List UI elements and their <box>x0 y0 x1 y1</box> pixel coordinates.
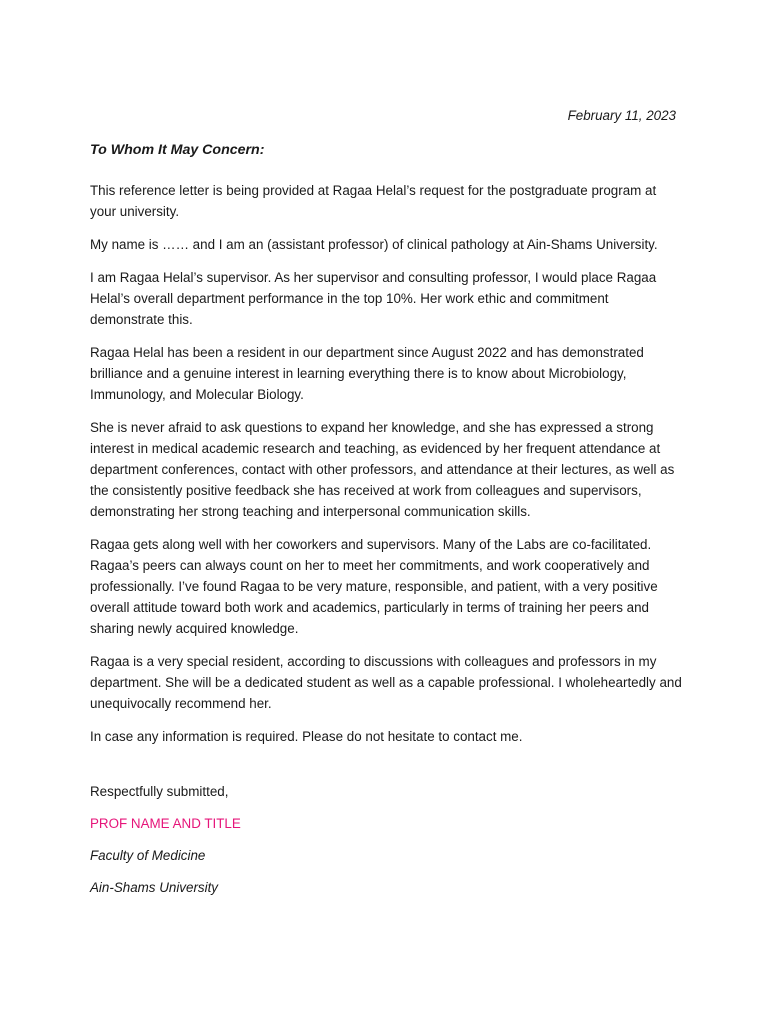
salutation: To Whom It May Concern: <box>90 142 265 158</box>
letter-body <box>90 140 682 909</box>
letter-date: February 11, 2023 <box>567 108 676 123</box>
signature-university: Ain-Shams University <box>90 880 218 895</box>
signature-faculty: Faculty of Medicine <box>90 848 206 863</box>
paragraph-residency: Ragaa Helal has been a resident in our department since August 2022 and has demonstrated brilliance and a genuine interest in learning everything there is to know about Microbiology, Immunology, and Molecular Biology. <box>90 345 644 402</box>
paragraph-contact: In case any information is required. Please do not hesitate to contact me. <box>90 729 523 744</box>
paragraph-teamwork: Ragaa gets along well with her coworkers and supervisors. Many of the Labs are co-facilitated. Ragaa’s peers can always count on her to meet her commitments, and work cooperatively and professionally. I’ve found Ragaa to be very mature, responsible, and patient, with a very positive overall attitude toward both work and academics, particularly in terms of training her peers and sharing newly acquired knowledge. <box>90 537 658 636</box>
paragraph-introduction: My name is …… and I am an (assistant professor) of clinical pathology at Ain-Shams University. <box>90 237 658 252</box>
paragraph-research: She is never afraid to ask questions to expand her knowledge, and she has expressed a strong interest in medical academic research and teaching, as evidenced by her frequent attendance at department conferences, contact with other professors, and attendance at their lectures, as well as the consistently positive feedback she has received at work from colleagues and supervisors, demonstrating her strong teaching and interpersonal communication skills. <box>90 420 675 519</box>
signature-name-title: PROF NAME AND TITLE <box>90 816 241 831</box>
paragraph-supervisor: I am Ragaa Helal’s supervisor. As her supervisor and consulting professor, I would place Ragaa Helal’s overall department performance in the top 10%. Her work ethic and commitment demonstrate this. <box>90 270 657 327</box>
paragraph-request: This reference letter is being provided at Ragaa Helal’s request for the postgraduate program at your university. <box>90 183 657 219</box>
closing-line: Respectfully submitted, <box>90 784 229 799</box>
paragraph-recommendation: Ragaa is a very special resident, according to discussions with colleagues and professors in my department. She will be a dedicated student as well as a capable professional. I wholeheartedly and unequivocally recommend her. <box>90 654 682 711</box>
